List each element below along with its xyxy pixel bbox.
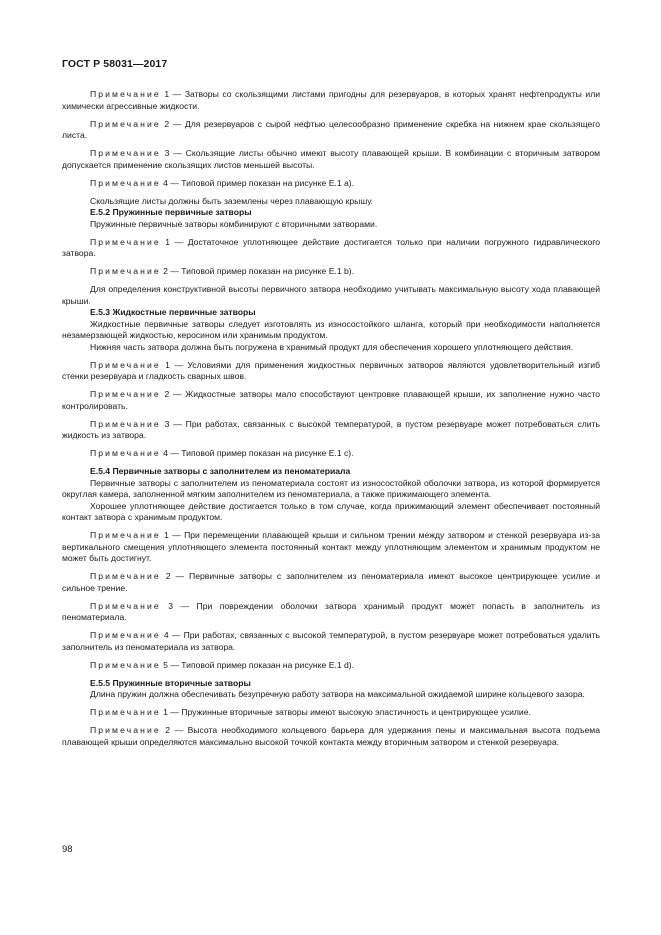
body-paragraph: Жидкостные первичные затворы следует изготовлять из износостойкого шланга, который при необходимости наполняется незамерзающей жидкостью, керосином или хранимым продуктом. (62, 318, 600, 340)
note-text: — Типовой пример показан на рисунке Е.1 b). (167, 266, 355, 276)
note-text: — Для резервуаров с сырой нефтью целесообразно применение скребка на нижнем крае скользящего листа. (62, 118, 600, 140)
note-text: — При работах, связанных с высокой температурой, в пустом резервуаре может потребоваться слить жидкость из затвора. (62, 418, 600, 440)
note-number: 1 (164, 89, 170, 99)
note-paragraph (62, 601, 600, 624)
note-number: 2 (163, 266, 168, 276)
note-label: Примечание (90, 266, 161, 276)
note-text: — Условиями для применения жидкостных первичных затворов являются удовлетворительный изгиб стенки резервуара и гладкость сварных швов. (62, 359, 600, 381)
note-label: Примечание (90, 389, 161, 399)
note-label: Примечание (90, 89, 161, 99)
note-paragraph (62, 89, 600, 112)
note-number: 1 (163, 707, 168, 717)
note-number: 4 (163, 177, 168, 188)
note-number: 1 (165, 236, 171, 247)
note-number: 3 (164, 418, 170, 429)
note-paragraph (62, 419, 600, 442)
body-paragraph: Длина пружин должна обеспечивать безупречную работу затвора на максимальной ожидаемой ширине кольцевого зазора. (90, 689, 585, 699)
note-label: Примечание (90, 448, 161, 458)
note-paragraph (62, 448, 600, 460)
note-label: Примечание (90, 725, 161, 735)
note-number: 2 (165, 571, 171, 581)
note-label: Примечание (90, 118, 161, 129)
note-text: — При повреждении оболочки затвора хранимый продукт может попасть в заполнитель из пеноматериала. (62, 600, 600, 622)
section-heading: Е.5.5 Пружинные вторичные затворы (90, 677, 251, 688)
note-label: Примечание (90, 659, 161, 670)
body-paragraph: Для определения конструктивной высоты первичного затвора необходимо учитывать максимальную высоту хода плавающей крыши. (62, 284, 600, 306)
note-number: 3 (164, 148, 170, 158)
note-number: 4 (163, 448, 168, 458)
note-paragraph (62, 148, 600, 171)
document-header: ГОСТ Р 58031—2017 (62, 58, 168, 70)
note-number: 1 (165, 359, 170, 370)
document-body (62, 89, 600, 755)
body-paragraph: Нижняя часть затвора должна быть погружена в хранимый продукт для обеспечения хорошего уплотняющего действия. (90, 341, 574, 352)
note-text: — При работах, связанных с высокой температурой, в пустом резервуаре может потребоваться удалить заполнитель из пеноматериала из затвора. (62, 630, 600, 652)
note-number: 2 (164, 118, 170, 129)
note-text: — Пружинные вторичные затворы имеют высокую эластичность и центрирующее усилие. (167, 707, 531, 717)
note-paragraph (62, 389, 600, 412)
note-number: 4 (163, 630, 169, 640)
note-number: 1 (164, 530, 169, 540)
section-heading: Е.5.2 Пружинные первичные затворы (90, 207, 252, 217)
note-text: — Высота необходимого кольцевого барьера для удержания пены и максимальная высота подъема плавающей крыши определяются максимально высокой точкой контакта между вторичным затвором и стенкой резервуара. (62, 725, 600, 747)
note-label: Примечание (90, 359, 161, 370)
note-text: — Достаточное уплотняющее действие достигается только при наличии погружного гидравлического затвора. (62, 236, 600, 258)
note-label: Примечание (90, 707, 161, 717)
note-number: 2 (165, 725, 171, 735)
note-paragraph (62, 630, 600, 653)
note-number: 2 (164, 389, 170, 399)
note-number: 3 (168, 600, 173, 611)
note-text: — Первичные затворы с заполнителем из пеноматериала имеют высокое центрирующее усилие и сильное трение. (62, 571, 600, 593)
note-paragraph (62, 571, 600, 594)
body-paragraph: Хорошее уплотняющее действие достигается только в том случае, когда прижимающий элемент обеспечивает постоянный контакт затвора с хранимым продуктом. (62, 500, 600, 522)
note-text: — Типовой пример показан на рисунке Е.1 с). (167, 448, 354, 458)
note-paragraph (62, 707, 600, 719)
body-paragraph: Скользящие листы должны быть заземлены через плавающую крышу. (90, 195, 374, 206)
note-text: — При перемещении плавающей крыши и сильном трении между затвором и стенкой резервуара из-за вертикального смещения уплотняющего элемента постоянный контакт между уплотняющим элементом и хранимым продуктом не может быть достигнут. (62, 530, 600, 563)
note-paragraph (62, 660, 600, 672)
note-paragraph (62, 360, 600, 383)
note-paragraph (62, 530, 600, 565)
note-text: — Затворы со скользящими листами пригодны для резервуаров, в которых хранят нефтепродукты или химически агрессивные жидкости. (62, 89, 601, 111)
body-paragraph: Пружинные первичные затворы комбинируют с вторичными затворами. (90, 218, 378, 229)
page-number: 98 (62, 844, 73, 855)
note-label: Примечание (90, 630, 161, 640)
note-label: Примечание (90, 236, 161, 247)
note-label: Примечание (90, 530, 161, 540)
note-label: Примечание (90, 600, 161, 611)
note-label: Примечание (90, 177, 161, 188)
section-heading: Е.5.4 Первичные затворы с заполнителем из пеноматериала (90, 466, 351, 476)
note-paragraph (62, 237, 600, 260)
note-number: 5 (163, 659, 168, 670)
note-paragraph (62, 725, 600, 748)
note-label: Примечание (90, 418, 161, 429)
note-paragraph (62, 178, 600, 190)
note-paragraph (62, 119, 600, 142)
note-label: Примечание (90, 571, 161, 581)
note-text: — Типовой пример показан на рисунке Е.1 d). (167, 659, 355, 670)
body-paragraph: Первичные затворы с заполнителем из пеноматериала состоят из износостойкой оболочки затвора, из которой формируется округлая камера, заполненной мягким заполнителем из пеноматериала, а также прижимающего элемента. (62, 477, 600, 499)
note-text: — Типовой пример показан на рисунке Е.1 а). (167, 177, 355, 188)
section-heading: Е.5.3 Жидкостные первичные затворы (90, 307, 256, 317)
note-text: — Скользящие листы обычно имеют высоту плавающей крыши. В комбинации с вторичным затвором допускается применение скользящих листов меньшей высоты. (62, 148, 601, 170)
note-label: Примечание (90, 148, 161, 158)
note-text: — Жидкостные затворы мало способствуют центровке плавающей крыши, их заполнение нужно часто контролировать. (62, 389, 600, 411)
note-paragraph (62, 266, 600, 278)
